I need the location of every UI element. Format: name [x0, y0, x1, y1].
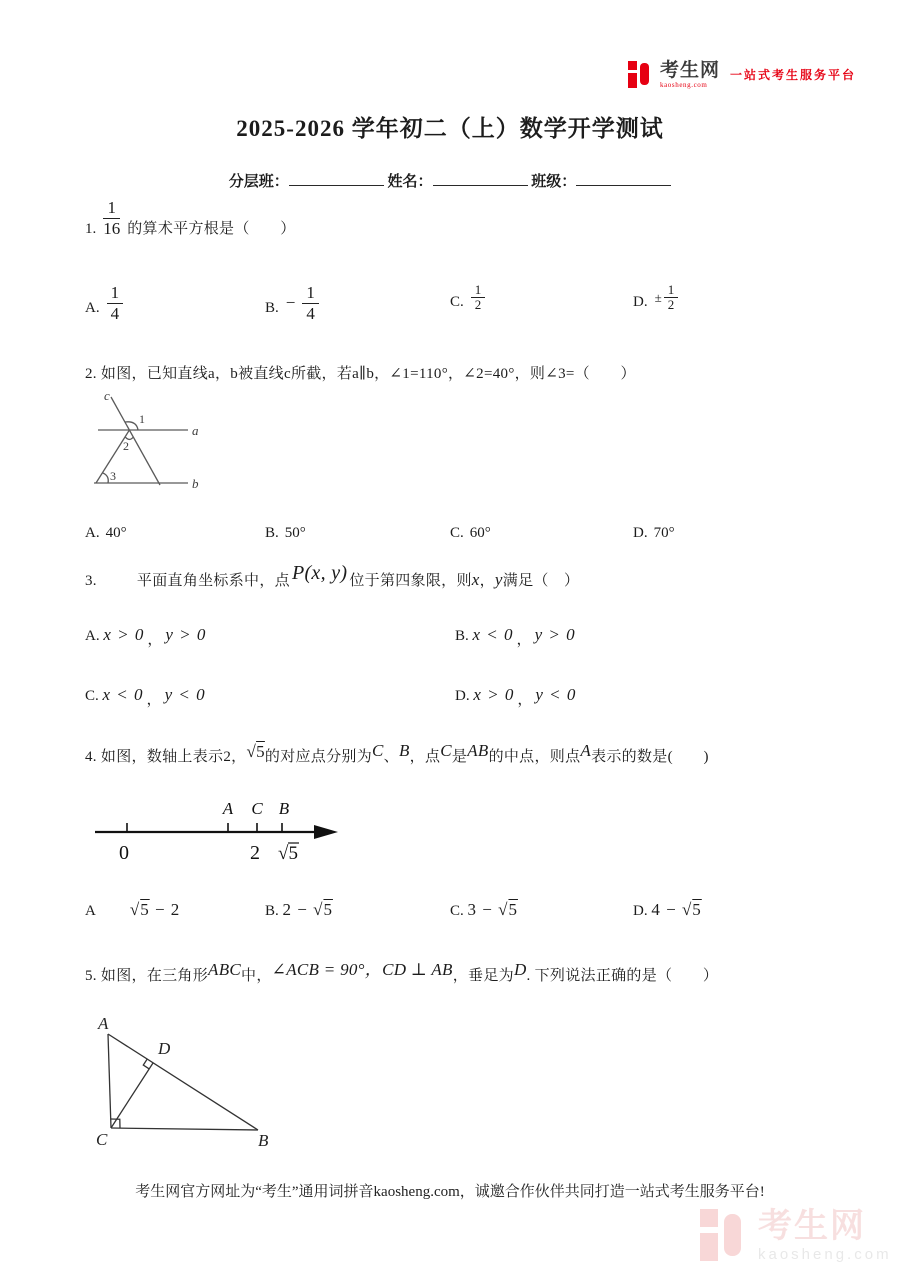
- q1-number: 1.: [85, 221, 97, 238]
- q3-comma: ，: [479, 573, 495, 589]
- q4-sqrt5: √5: [246, 742, 265, 761]
- q2-option-d: D. 70°: [633, 525, 675, 541]
- class-blank-line: [289, 172, 384, 186]
- watermark: [700, 1207, 892, 1263]
- q4-fig-label-b: B: [278, 799, 290, 818]
- q3-point: P(x, y): [291, 562, 348, 584]
- watermark-domain: kaosheng.com: [758, 1245, 892, 1263]
- q1-options: [0, 283, 900, 337]
- header-tagline: 一站式考生服务平台: [730, 68, 857, 82]
- question-3: [85, 562, 580, 591]
- q4-fig-two: 2: [250, 842, 260, 864]
- q2-fig-angle-1: 1: [139, 412, 145, 426]
- q3-option-d: D. x > 0 ， y < 0: [455, 685, 577, 708]
- grade-label: 班级：: [531, 174, 577, 190]
- q5-triangle-abc: ABC: [208, 960, 242, 979]
- q4-figure: [88, 792, 348, 878]
- question-5: [85, 960, 718, 985]
- q2-option-a: A. 40°: [85, 525, 127, 541]
- q4-option-b: B. 2 − √5: [265, 900, 333, 919]
- q2-fig-label-c: c: [104, 389, 110, 403]
- q5-point-d: D: [513, 960, 527, 979]
- q4-text-6: 表示的数是( ): [591, 749, 709, 765]
- q2-option-b: B. 50°: [265, 525, 306, 541]
- q5-text-4: . 下列说法正确的是（ ）: [526, 968, 719, 984]
- q4-text-4: 是: [451, 749, 468, 765]
- q2-option-c: C. 60°: [450, 525, 491, 541]
- q4-arrowhead: [314, 825, 338, 839]
- q4-point-c: C: [372, 741, 384, 760]
- q2-figure: [80, 389, 272, 507]
- q4-options: [0, 900, 900, 940]
- q4-fig-label-c: C: [251, 799, 263, 818]
- q1-option-c: C. $\frac{1}{2}$: [450, 283, 485, 313]
- q4-text-1: 如图，数轴上表示2，: [100, 749, 247, 765]
- q1-fraction: $\frac{1}{16}$: [103, 198, 121, 238]
- watermark-logo-icon: [700, 1207, 750, 1263]
- grade-blank-line: [576, 172, 671, 186]
- q4-point-a: A: [580, 741, 592, 760]
- question-4: [85, 741, 709, 766]
- student-info-line: [0, 170, 900, 191]
- page-title: 2025-2026 学年初二（上）数学开学测试: [236, 116, 664, 141]
- q4-text-5: 的中点，则点: [488, 749, 581, 765]
- q4-point-b: B: [398, 741, 410, 760]
- q3-option-a: A. x > 0 ， y > 0: [85, 625, 207, 648]
- q5-text-2: 中，: [241, 968, 272, 984]
- q4-number: 4.: [85, 749, 97, 765]
- q2-options: [0, 525, 900, 555]
- q4-number-line: [95, 823, 316, 832]
- q5-perpendicular: CD ⊥ AB: [382, 960, 453, 979]
- q3-var-x: x: [471, 570, 480, 589]
- q4-fig-root5: √5: [278, 843, 298, 864]
- q2-number: 2.: [85, 366, 97, 382]
- name-blank-line: [433, 172, 528, 186]
- q1-text: 的算术平方根是（ ）: [127, 221, 296, 238]
- q5-fig-label-a: A: [98, 1014, 109, 1033]
- q4-segment-ab: AB: [467, 741, 489, 760]
- q3-text-middle: 位于第四象限，则: [349, 573, 472, 589]
- q5-fig-label-d: D: [158, 1039, 171, 1058]
- watermark-name: 考生网: [758, 1206, 866, 1245]
- logo-name: 考生网: [660, 59, 721, 81]
- logo-text-block: [660, 61, 720, 89]
- footer-text: 考生网官方网址为“考生”通用词拼音kaosheng.com，诚邀合作伙伴共同打造一站式考生服务平台!: [135, 1184, 765, 1200]
- q3-option-b: B. x < 0 ， y > 0: [455, 625, 576, 648]
- q2-fig-label-a: a: [192, 423, 199, 438]
- q3-options-row-2: [0, 684, 900, 724]
- q5-figure: [78, 1012, 293, 1152]
- q4-point-c2: C: [440, 741, 452, 760]
- q3-text-before: 平面直角坐标系中，点: [136, 573, 290, 589]
- name-label: 姓名：: [387, 174, 433, 190]
- q2-fig-label-b: b: [192, 476, 199, 491]
- q4-dun: 、: [383, 749, 399, 765]
- q3-number: 3.: [85, 573, 97, 589]
- q4-text-3: ，点: [409, 749, 441, 765]
- q4-text-2: 的对应点分别为: [264, 749, 372, 765]
- q4-fig-label-a: A: [222, 799, 234, 818]
- q4-option-c: C. 3 − √5: [450, 900, 518, 919]
- q5-number: 5.: [85, 968, 97, 984]
- q4-option-d: D. 4 − √5: [633, 900, 702, 919]
- q5-triangle-lines: [108, 1034, 258, 1130]
- q5-text-1: 如图，在三角形: [100, 968, 209, 984]
- q3-text-end: 满足（ ）: [502, 573, 580, 589]
- site-header: [628, 60, 856, 89]
- q1-option-d: D. ± $\frac{1}{2}$: [633, 283, 678, 313]
- q2-fig-angle-2: 2: [123, 439, 129, 453]
- q1-option-b: B. − $\frac{1}{4}$: [265, 283, 319, 323]
- question-2: [85, 362, 636, 383]
- q5-text-3: ，垂足为: [452, 968, 514, 984]
- q5-fig-label-c: C: [96, 1130, 108, 1149]
- logo-domain: kaosheng.com: [660, 80, 708, 89]
- q3-option-c: C. x < 0 ， y < 0: [85, 685, 206, 708]
- q4-option-a: A √5 − 2: [85, 900, 181, 919]
- q5-angle-condition: ∠ACB = 90°，: [271, 960, 383, 979]
- q1-option-a: A. $\frac{1}{4}$: [85, 283, 123, 323]
- class-label: 分层班：: [228, 174, 289, 190]
- q3-var-y: y: [494, 570, 503, 589]
- kaosheng-logo-icon: [628, 60, 654, 89]
- q5-fig-label-b: B: [258, 1131, 269, 1150]
- q3-options-row-1: [0, 624, 900, 664]
- q4-fig-zero: 0: [119, 842, 129, 864]
- question-1: [85, 198, 296, 238]
- q2-text: 如图，已知直线a，b被直线c所截，若a∥b，∠1=110°，∠2=40°，则∠3=（ ）: [100, 366, 636, 382]
- q2-fig-angle-3: 3: [110, 469, 116, 483]
- q2-figure-lines: [94, 397, 188, 485]
